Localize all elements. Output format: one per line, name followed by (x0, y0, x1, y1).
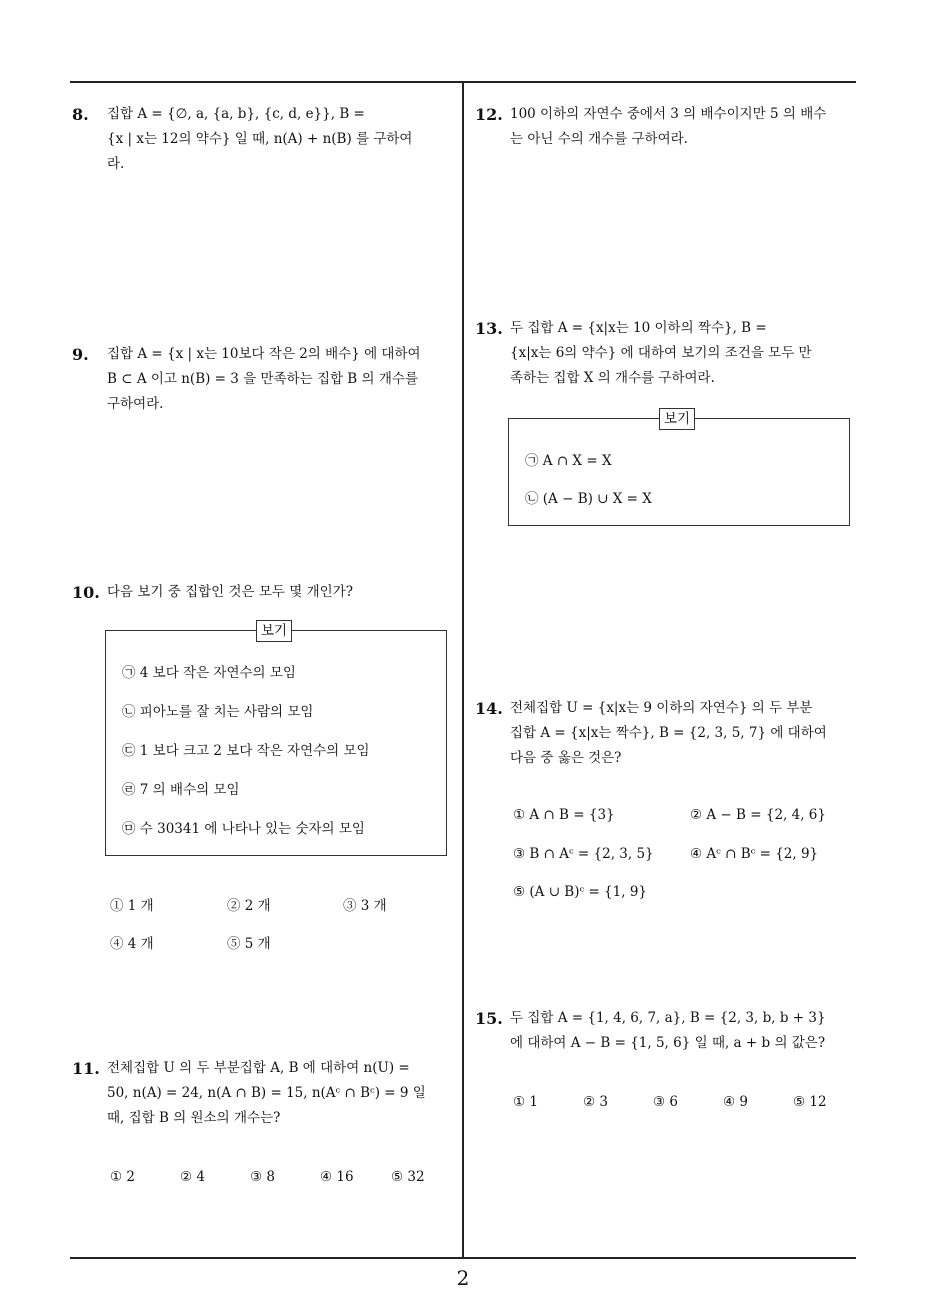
answer-choice-2[interactable]: ② 2 개 (227, 898, 271, 914)
question-number: 8. (72, 105, 89, 124)
column-divider (462, 82, 464, 1258)
question-line: 라. (107, 156, 125, 172)
question-text (107, 1056, 456, 1131)
question-number: 14. (475, 699, 503, 718)
question-line: {x|x는 6의 약수} 에 대하여 보기의 조건을 모두 만 (510, 345, 812, 361)
question-text (510, 316, 859, 391)
answer-choice-1[interactable]: ① 1 개 (110, 898, 154, 914)
question-text (107, 342, 456, 417)
answer-choice-5[interactable]: ⑤ 5 개 (227, 936, 271, 952)
bogi-title: 보기 (256, 620, 292, 642)
question-line: 때, 집합 B 의 원소의 개수는? (107, 1110, 281, 1126)
question-14 (475, 696, 859, 771)
question-line: 50, n(A) = 24, n(A ∩ B) = 15, n(Aᶜ ∩ Bᶜ) = 9 일 (107, 1085, 426, 1101)
answer-choice-2[interactable]: ② A − B = {2, 4, 6} (690, 807, 826, 823)
question-number: 11. (72, 1059, 100, 1078)
question-number: 15. (475, 1009, 503, 1028)
question-line: {x | x는 12의 약수} 일 때, n(A) + n(B) 를 구하여 (107, 131, 413, 147)
answer-choice-5[interactable]: ⑤ (A ∪ B)ᶜ = {1, 9} (513, 884, 647, 900)
question-line: 전체집합 U = {x|x는 9 이하의 자연수} 의 두 부분 (510, 700, 813, 716)
question-12 (475, 102, 859, 152)
question-text (107, 102, 456, 177)
question-15 (475, 1006, 859, 1056)
bogi-item: ㉡ (A − B) ∪ X = X (525, 491, 652, 507)
question-line: 두 집합 A = {1, 4, 6, 7, a}, B = {2, 3, b, b + 3} (510, 1010, 826, 1026)
question-line: 100 이하의 자연수 중에서 3 의 배수이지만 5 의 배수 (510, 106, 827, 122)
question-line: 다음 중 옳은 것은? (510, 750, 622, 766)
answer-choice-3[interactable]: ③ 8 (250, 1169, 275, 1185)
bogi-box (105, 623, 447, 856)
question-10 (72, 580, 456, 605)
bogi-item: ㉠ 4 보다 작은 자연수의 모임 (122, 665, 296, 681)
answer-choice-1[interactable]: ① 2 (110, 1169, 135, 1185)
question-line: 다음 보기 중 집합인 것은 모두 몇 개인가? (107, 584, 353, 600)
answer-choice-5[interactable]: ⑤ 12 (793, 1094, 827, 1110)
question-line: 에 대하여 A − B = {1, 5, 6} 일 때, a + b 의 값은? (510, 1035, 826, 1051)
question-line: 족하는 집합 X 의 개수를 구하여라. (510, 370, 715, 386)
question-line: 전체집합 U 의 두 부분집합 A, B 에 대하여 n(U) = (107, 1060, 410, 1076)
question-line: 집합 A = {∅, a, {a, b}, {c, d, e}}, B = (107, 106, 365, 122)
page-number: 2 (456, 1266, 470, 1290)
question-text (510, 1006, 859, 1056)
question-9 (72, 342, 456, 417)
answer-choice-3[interactable]: ③ B ∩ Aᶜ = {2, 3, 5} (513, 846, 654, 862)
answer-choice-4[interactable]: ④ 9 (723, 1094, 748, 1110)
question-line: 구하여라. (107, 396, 164, 412)
question-line: 집합 A = {x | x는 10보다 작은 2의 배수} 에 대하여 (107, 346, 421, 362)
bogi-item: ㉣ 7 의 배수의 모임 (122, 782, 240, 798)
question-text (510, 696, 859, 771)
answer-choice-1[interactable]: ① 1 (513, 1094, 538, 1110)
question-line: 집합 A = {x|x는 짝수}, B = {2, 3, 5, 7} 에 대하여 (510, 725, 827, 741)
answer-choice-4[interactable]: ④ Aᶜ ∩ Bᶜ = {2, 9} (690, 846, 819, 862)
bogi-title: 보기 (659, 408, 695, 430)
answer-choice-5[interactable]: ⑤ 32 (391, 1169, 425, 1185)
bogi-item: ㉤ 수 30341 에 나타나 있는 숫자의 모임 (122, 821, 365, 837)
bogi-box (508, 411, 850, 526)
answer-choice-1[interactable]: ① A ∩ B = {3} (513, 807, 615, 823)
answer-choice-4[interactable]: ④ 4 개 (110, 936, 154, 952)
question-line: 는 아닌 수의 개수를 구하여라. (510, 131, 688, 147)
question-text (510, 102, 859, 152)
answer-choice-2[interactable]: ② 3 (583, 1094, 608, 1110)
question-line: B ⊂ A 이고 n(B) = 3 을 만족하는 집합 B 의 개수를 (107, 371, 418, 387)
question-number: 9. (72, 345, 89, 364)
question-number: 10. (72, 583, 100, 602)
bogi-item: ㉡ 피아노를 잘 치는 사람의 모임 (122, 704, 314, 720)
bogi-item: ㉠ A ∩ X = X (525, 453, 612, 469)
question-11 (72, 1056, 456, 1131)
answer-choice-4[interactable]: ④ 16 (320, 1169, 354, 1185)
question-text (107, 580, 456, 605)
question-number: 12. (475, 105, 503, 124)
answer-choice-3[interactable]: ③ 6 (653, 1094, 678, 1110)
answer-choice-3[interactable]: ③ 3 개 (343, 898, 387, 914)
question-13 (475, 316, 859, 391)
question-line: 두 집합 A = {x|x는 10 이하의 짝수}, B = (510, 320, 767, 336)
question-number: 13. (475, 319, 503, 338)
question-8 (72, 102, 456, 177)
answer-choice-2[interactable]: ② 4 (180, 1169, 205, 1185)
bogi-item: ㉢ 1 보다 크고 2 보다 작은 자연수의 모임 (122, 743, 370, 759)
